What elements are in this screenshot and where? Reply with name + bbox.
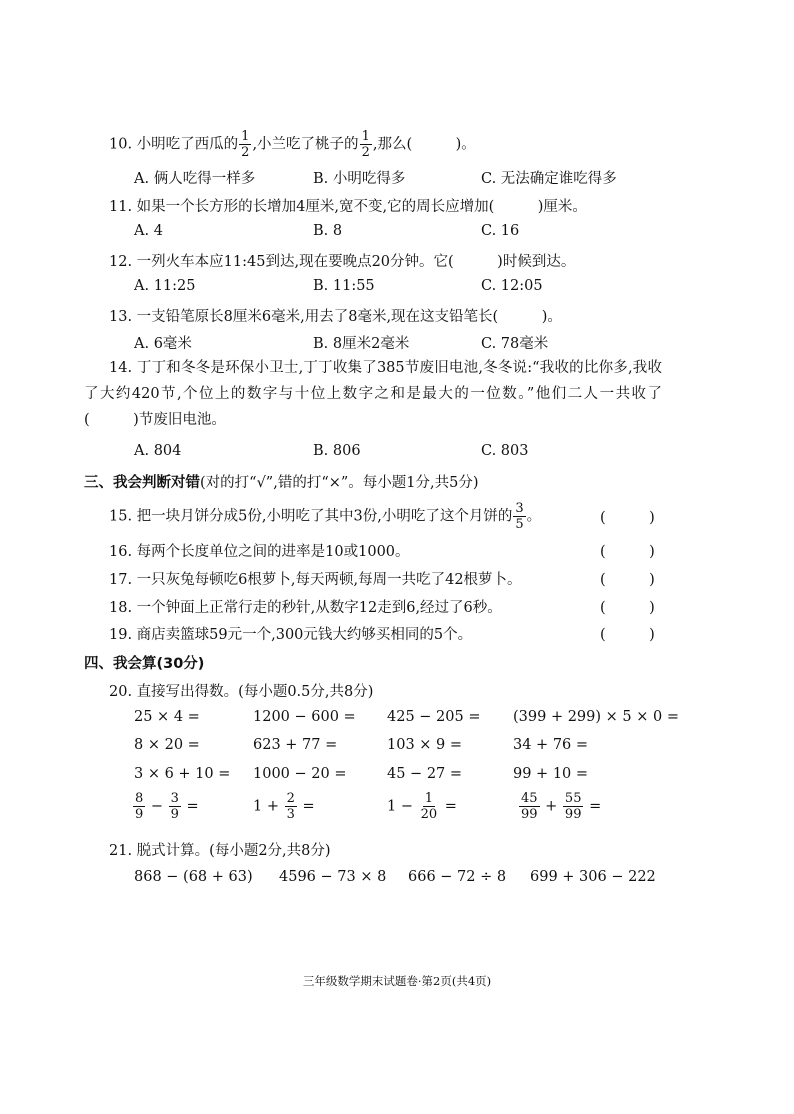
q18-answer-paren: ( ) [600, 600, 655, 616]
section-4-title: 四、我会算(30分) [84, 656, 205, 672]
q20-item: 1000 − 20 = [253, 766, 347, 782]
question-17-stem: 17. 一只灰兔每顿吃6根萝卜,每天两顿,每周一共吃了42根萝卜。 [109, 572, 522, 588]
q21-item: 699 + 306 − 222 [530, 869, 656, 885]
q13-option-c: C. 78毫米 [481, 336, 549, 352]
q15-text-pre: 15. 把一块月饼分成5份,小明吃了其中3份,小明吃了这个月饼的 [109, 508, 513, 525]
q21-item: 4596 − 73 × 8 [279, 869, 387, 885]
q20-item: (399 + 299) × 5 × 0 = [513, 709, 679, 725]
page-footer: 三年级数学期末试题卷·第2页(共4页) [302, 974, 492, 988]
q20-item: 3 × 6 + 10 = [134, 766, 231, 782]
q15-answer-paren: ( ) [600, 510, 655, 526]
question-15-stem [109, 502, 541, 531]
q10-text-post: ,那么( )。 [372, 136, 476, 153]
q14-option-b: B. 806 [313, 443, 361, 459]
q20-fraction-item: 1 − $\frac{1}{20}$ = [387, 791, 457, 822]
question-14-stem: 14. 丁丁和冬冬是环保小卫士,丁丁收集了385节废旧电池,冬冬说:“我收的比你多,我收了大约420节,个位上的数字与十位上数字之和是最大的一位数。”他们二人一共收了( )节废旧电池。 [84, 360, 662, 428]
question-18-stem: 18. 一个钟面上正常行走的秒针,从数字12走到6,经过了6秒。 [109, 600, 502, 616]
q13-option-a: A. 6毫米 [134, 336, 192, 352]
question-12-stem: 12. 一列火车本应11:45到达,现在要晚点20分钟。它( )时候到达。 [109, 254, 576, 270]
q12-option-a: A. 11:25 [134, 278, 196, 294]
section-3-note: (对的打“√”,错的打“×”。每小题1分,共5分) [200, 475, 479, 491]
q10-option-c: C. 无法确定谁吃得多 [481, 171, 617, 187]
q16-answer-paren: ( ) [600, 544, 655, 560]
question-10-stem [109, 130, 476, 159]
q10-fraction-1: $\frac{1}{2}$ [241, 129, 250, 160]
q15-fraction: $\frac{3}{5}$ [515, 501, 524, 532]
q20-item: 25 × 4 = [134, 709, 200, 725]
q11-option-a: A. 4 [134, 223, 163, 239]
question-19-stem: 19. 商店卖篮球59元一个,300元钱大约够买相同的5个。 [109, 627, 473, 643]
section-3-title: 三、我会判断对错 [84, 475, 200, 491]
q20-item: 45 − 27 = [387, 766, 463, 782]
q20-item: 34 + 76 = [513, 737, 589, 753]
q10-fraction-2: $\frac{1}{2}$ [361, 129, 370, 160]
q20-item: 8 × 20 = [134, 737, 200, 753]
q10-option-b: B. 小明吃得多 [313, 171, 406, 187]
q15-text-post: 。 [526, 508, 542, 525]
q20-item: 623 + 77 = [253, 737, 338, 753]
q11-option-b: B. 8 [313, 223, 343, 239]
q12-option-b: B. 11:55 [313, 278, 375, 294]
q20-item: 425 − 205 = [387, 709, 481, 725]
q20-item: 99 + 10 = [513, 766, 589, 782]
question-11-stem: 11. 如果一个长方形的长增加4厘米,宽不变,它的周长应增加( )厘米。 [109, 199, 587, 215]
question-16-stem: 16. 每两个长度单位之间的进率是10或1000。 [109, 544, 410, 560]
q14-option-a: A. 804 [134, 443, 182, 459]
q14-option-c: C. 803 [481, 443, 529, 459]
q13-option-b: B. 8厘米2毫米 [313, 336, 410, 352]
q20-fraction-item: $\frac{45}{99}$ + $\frac{55}{99}$ = [521, 791, 602, 822]
section-3-heading [84, 471, 479, 492]
q21-item: 868 − (68 + 63) [134, 869, 253, 885]
q11-option-c: C. 16 [481, 223, 520, 239]
q10-text-mid: ,小兰吃了桃子的 [252, 136, 359, 153]
q19-answer-paren: ( ) [600, 627, 655, 643]
question-20-title: 20. 直接写出得数。(每小题0.5分,共8分) [109, 684, 374, 700]
question-21-title: 21. 脱式计算。(每小题2分,共8分) [109, 843, 331, 859]
q20-fraction-item: $\frac{8}{9}$ − $\frac{3}{9}$ = [135, 791, 199, 822]
q20-item: 1200 − 600 = [253, 709, 356, 725]
q12-option-c: C. 12:05 [481, 278, 543, 294]
q10-option-a: A. 俩人吃得一样多 [134, 171, 256, 187]
q20-fraction-item: 1 + $\frac{2}{3}$ = [253, 791, 315, 822]
q10-text-pre: 10. 小明吃了西瓜的 [109, 136, 239, 153]
question-13-stem: 13. 一支铅笔原长8厘米6毫米,用去了8毫米,现在这支铅笔长( )。 [109, 309, 562, 325]
q17-answer-paren: ( ) [600, 572, 655, 588]
q20-item: 103 × 9 = [387, 737, 463, 753]
q21-item: 666 − 72 ÷ 8 [408, 869, 507, 885]
